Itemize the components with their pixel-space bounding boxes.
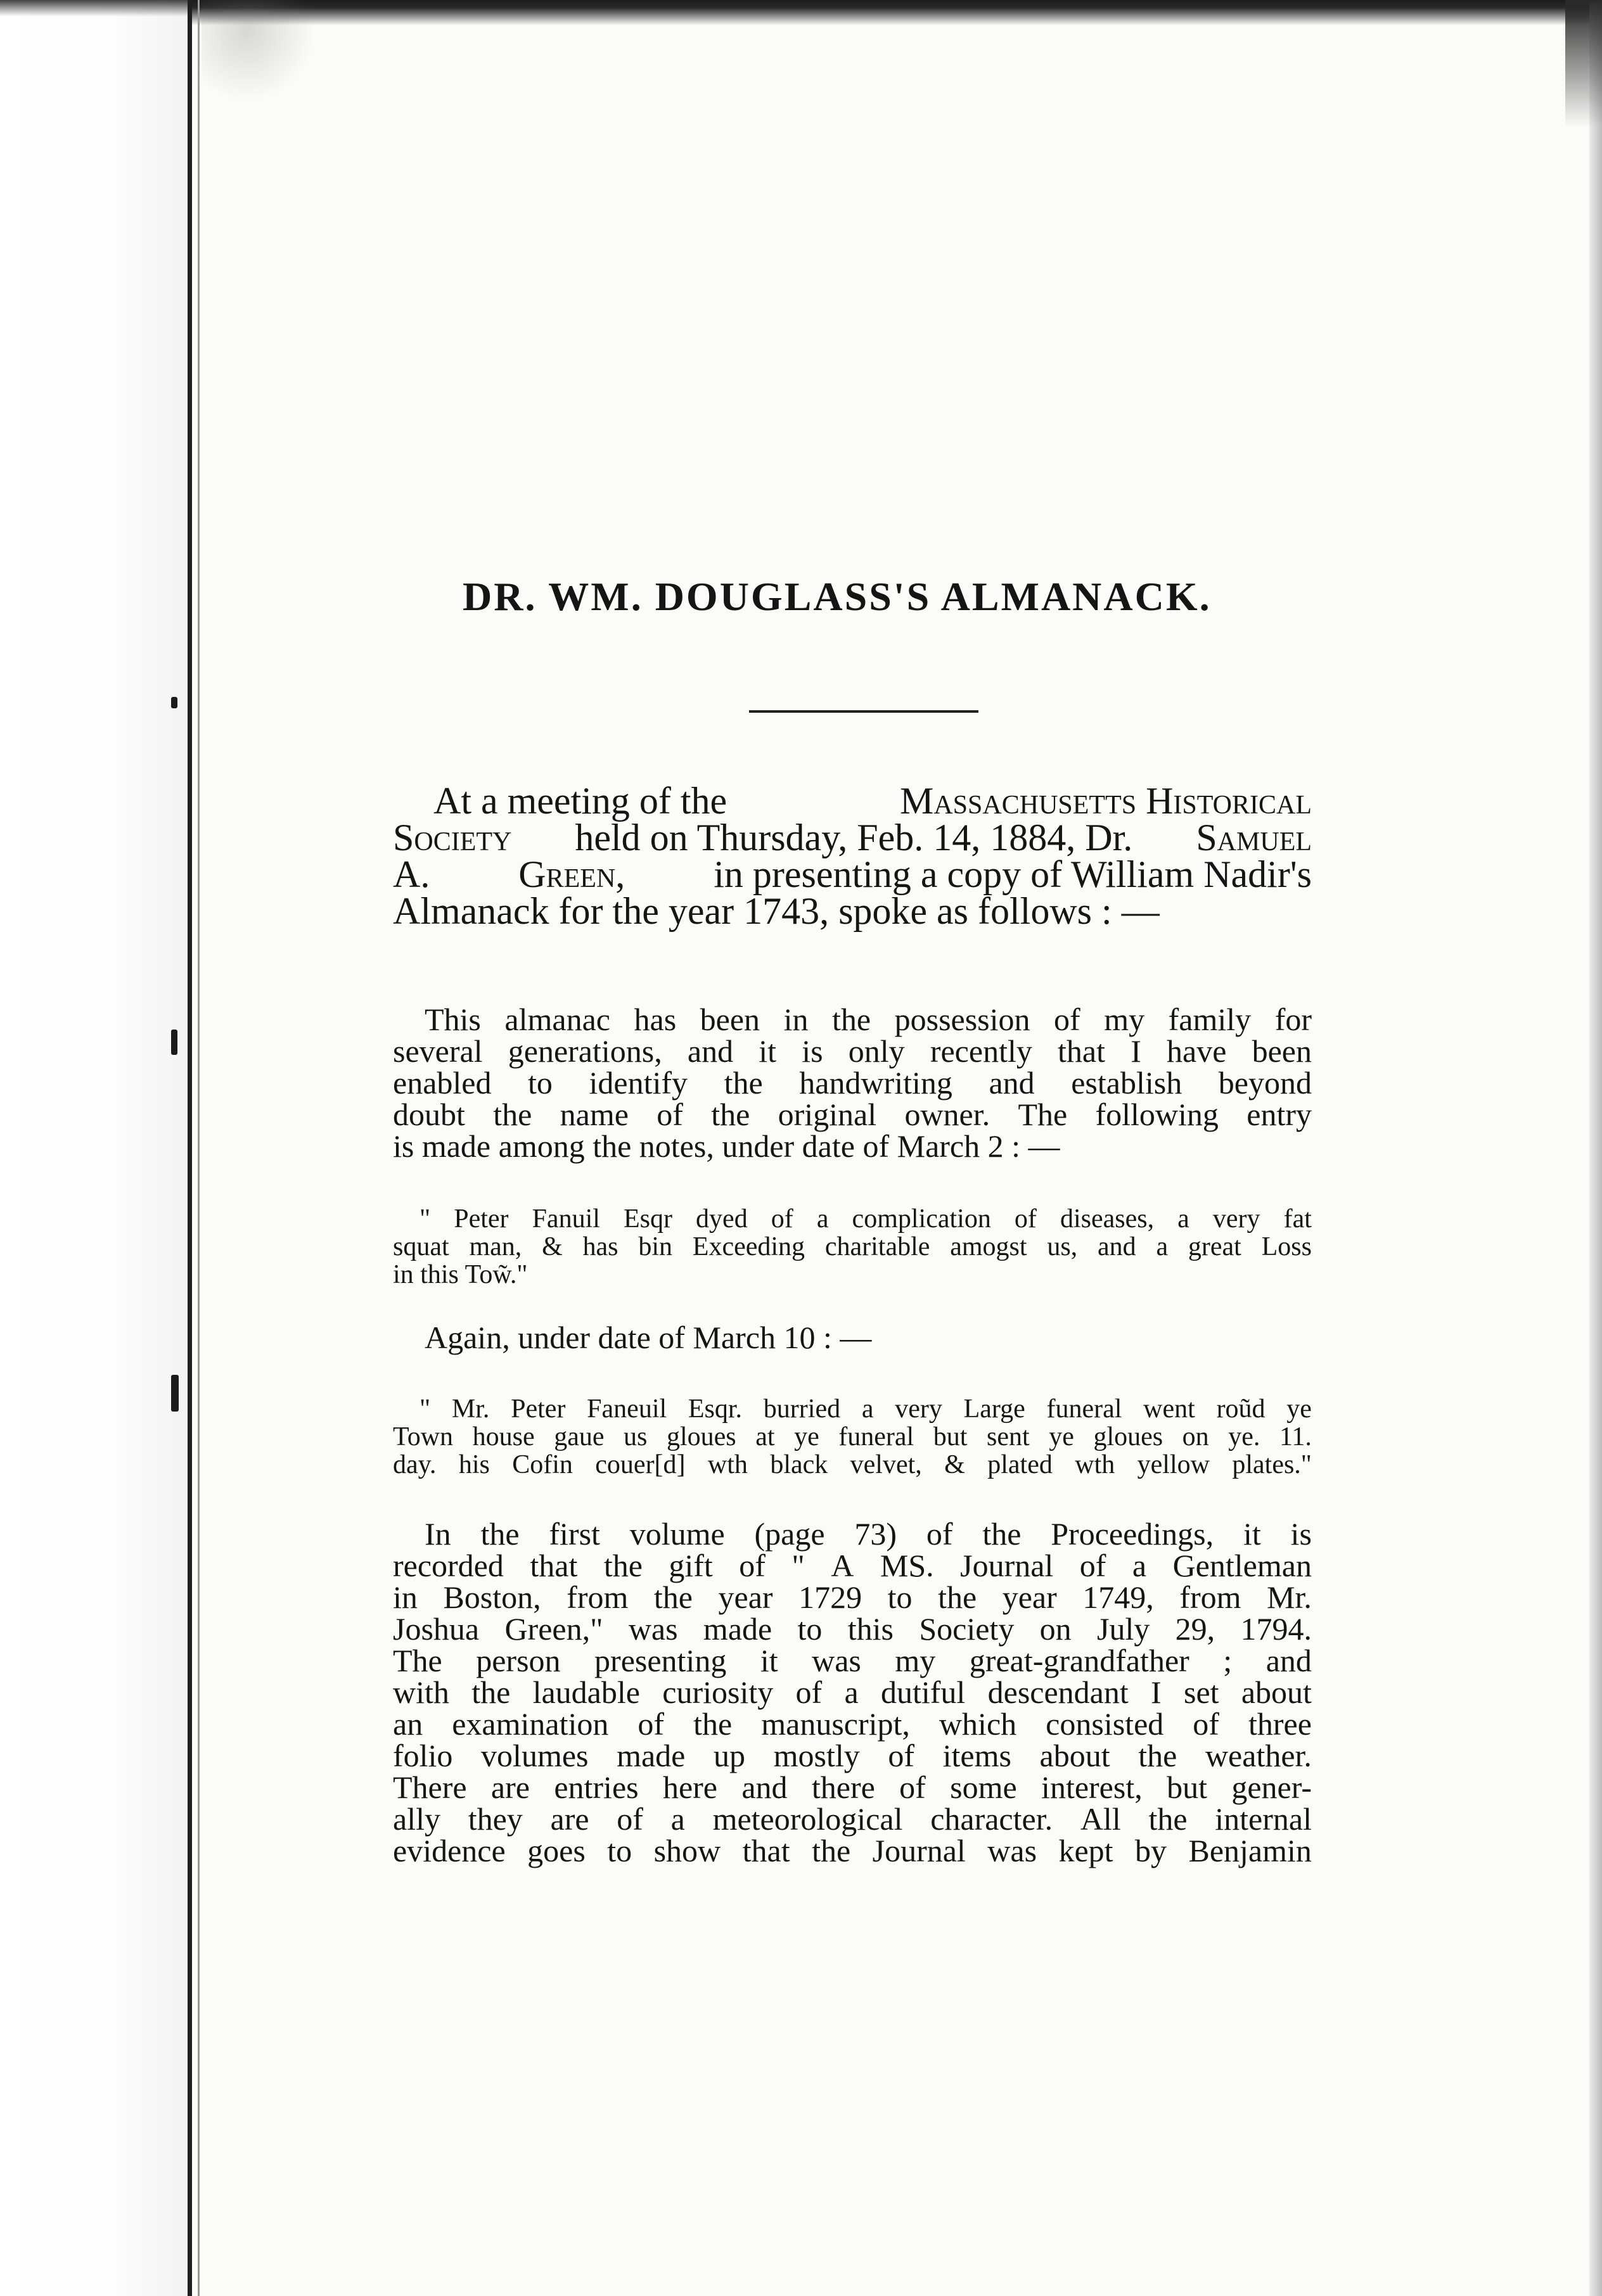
word: family	[1168, 1002, 1252, 1037]
word: The	[393, 1643, 442, 1678]
word: of	[1193, 1706, 1219, 1742]
word: the	[832, 1002, 871, 1037]
text-line	[393, 1451, 1312, 1479]
word: this	[847, 1611, 894, 1647]
word: in	[783, 1002, 809, 1037]
word: first	[549, 1516, 600, 1552]
word: funeral	[1046, 1394, 1122, 1424]
word: several	[393, 1033, 483, 1069]
word: manuscript,	[761, 1706, 910, 1742]
word: here	[662, 1770, 717, 1805]
word: about	[1241, 1674, 1312, 1710]
word: This	[425, 1002, 481, 1037]
word: the	[653, 1579, 693, 1615]
word: doubt	[393, 1097, 465, 1132]
word: charitable	[824, 1232, 930, 1261]
word: us,	[1047, 1232, 1078, 1261]
text-line	[393, 1261, 1312, 1289]
word: presenting	[594, 1643, 727, 1678]
word: of	[771, 1204, 793, 1234]
word: his	[458, 1450, 490, 1479]
text-line	[393, 1130, 1312, 1162]
page-title: DR. WM. DOUGLASS'S ALMANACK.	[463, 574, 1212, 619]
word: set	[1184, 1674, 1219, 1710]
word: about	[1039, 1738, 1110, 1773]
word: to	[528, 1065, 553, 1100]
margin-speck	[171, 697, 177, 708]
word: ye	[1286, 1394, 1312, 1424]
word: volumes	[481, 1738, 589, 1773]
margin-speck	[171, 1375, 179, 1412]
word: which	[939, 1706, 1017, 1742]
word: a	[670, 1801, 685, 1837]
word: it	[759, 1033, 777, 1069]
paragraph-journal	[393, 1518, 1312, 1866]
word: the	[471, 1674, 511, 1710]
word: beyond	[1218, 1065, 1312, 1100]
word: ;	[1223, 1643, 1233, 1678]
text-span: in presenting a copy of William Nadir's	[714, 853, 1312, 895]
word: original	[778, 1097, 877, 1132]
word: Journal	[960, 1548, 1054, 1583]
word: but	[1167, 1770, 1207, 1805]
word: July	[1096, 1611, 1150, 1647]
word: descendant	[987, 1674, 1129, 1710]
word: to	[887, 1579, 913, 1615]
word: person	[476, 1643, 561, 1678]
word: 1729	[798, 1579, 862, 1615]
word: The	[1018, 1097, 1068, 1132]
word: been	[700, 1002, 760, 1037]
text-line	[393, 1035, 1312, 1067]
word: of	[888, 1738, 914, 1773]
word: to	[797, 1611, 823, 1647]
word: and	[1097, 1232, 1136, 1261]
word: Esqr.	[688, 1394, 743, 1424]
word: Gentleman	[1172, 1548, 1312, 1583]
word: Journal	[872, 1833, 966, 1868]
word: amogst	[950, 1232, 1027, 1261]
word: year	[718, 1579, 773, 1615]
word: interest,	[1041, 1770, 1143, 1805]
word: is	[1290, 1516, 1312, 1552]
word: of	[657, 1097, 683, 1132]
society-name: Massachusetts Historical	[900, 780, 1312, 822]
word: only	[848, 1033, 905, 1069]
word: ye.	[1228, 1422, 1260, 1451]
word: on	[1039, 1611, 1072, 1647]
word: mostly	[773, 1738, 860, 1773]
word: a	[1132, 1548, 1147, 1583]
word: some	[950, 1770, 1017, 1805]
word: Exceeding	[692, 1232, 805, 1261]
word: for	[1274, 1002, 1312, 1037]
word: squat	[393, 1232, 449, 1261]
text-line	[393, 1067, 1312, 1099]
word: bin	[638, 1232, 672, 1261]
word: 29,	[1175, 1611, 1215, 1647]
text-line	[393, 819, 1312, 856]
word: of	[1054, 1002, 1080, 1037]
word: laudable	[532, 1674, 640, 1710]
word: it	[1243, 1516, 1261, 1552]
word: is	[802, 1033, 823, 1069]
word: consisted	[1046, 1706, 1164, 1742]
word: Peter	[511, 1394, 566, 1424]
word: In	[425, 1516, 451, 1552]
word: an	[393, 1706, 423, 1742]
text-line	[393, 1708, 1312, 1740]
word: folio	[393, 1738, 453, 1773]
text-span: A.	[393, 853, 430, 895]
word: sent	[987, 1422, 1030, 1451]
word: went	[1143, 1394, 1195, 1424]
word: of	[926, 1516, 953, 1552]
word: examination	[452, 1706, 609, 1742]
word: items	[942, 1738, 1011, 1773]
word: kept	[1058, 1833, 1113, 1868]
word: dutiful	[881, 1674, 966, 1710]
word: dyed	[696, 1204, 748, 1234]
word: Peter	[454, 1204, 509, 1234]
word: establish	[1071, 1065, 1182, 1100]
word: Society	[919, 1611, 1015, 1647]
left-margin-band	[0, 0, 188, 2296]
word: are	[490, 1770, 530, 1805]
quote-march-2	[393, 1205, 1312, 1289]
title-rule	[749, 710, 978, 713]
word: A	[831, 1548, 854, 1583]
scan-top-edge	[190, 0, 1602, 25]
binding-shadow	[202, 0, 316, 101]
word: has	[634, 1002, 677, 1037]
word: up	[713, 1738, 745, 1773]
again-line	[393, 1322, 1312, 1353]
word: Joshua	[393, 1611, 480, 1647]
word: made	[703, 1611, 772, 1647]
word: gener-	[1231, 1770, 1312, 1805]
word: Proceedings,	[1051, 1516, 1214, 1552]
word: recorded	[393, 1548, 504, 1583]
word: possession	[894, 1002, 1030, 1037]
word: that	[742, 1833, 790, 1868]
word: us	[624, 1422, 648, 1451]
text-line	[393, 1740, 1312, 1771]
word: All	[1080, 1801, 1121, 1837]
word: have	[1167, 1033, 1227, 1069]
word: but	[933, 1422, 968, 1451]
text-line	[393, 1676, 1312, 1708]
word: complication	[852, 1204, 991, 1234]
word: man,	[469, 1232, 522, 1261]
word: and	[741, 1770, 788, 1805]
word: my	[895, 1643, 936, 1678]
word: year	[1002, 1579, 1057, 1615]
word: and	[687, 1033, 734, 1069]
word: was	[628, 1611, 678, 1647]
quote-march-10	[393, 1395, 1312, 1479]
word: house	[472, 1422, 535, 1451]
text-line	[393, 1835, 1312, 1866]
text-span: is made among the notes, under date of March 2 : —	[393, 1128, 1060, 1164]
word: recently	[930, 1033, 1032, 1069]
word: I	[1131, 1033, 1141, 1069]
word: ye	[794, 1422, 819, 1451]
word: there	[811, 1770, 875, 1805]
word: 11.	[1279, 1422, 1312, 1451]
word: "	[791, 1548, 805, 1583]
text-line	[393, 1613, 1312, 1645]
word: owner.	[904, 1097, 990, 1132]
word: on	[1182, 1422, 1209, 1451]
text-line	[393, 1395, 1312, 1423]
word: identify	[589, 1065, 688, 1100]
right-page-edge	[1589, 0, 1602, 2296]
word: diseases,	[1060, 1204, 1155, 1234]
word: was	[812, 1643, 861, 1678]
word: day.	[393, 1450, 437, 1479]
text-line	[393, 1803, 1312, 1835]
word: funeral	[838, 1422, 914, 1451]
word: ally	[393, 1801, 440, 1837]
word: couer[d]	[595, 1450, 686, 1479]
word: the	[938, 1579, 977, 1615]
word: entries	[554, 1770, 639, 1805]
text-span: Again, under date of March 10 : —	[425, 1320, 872, 1355]
word: gaue	[554, 1422, 605, 1451]
word: &	[944, 1450, 965, 1479]
word: generations,	[508, 1033, 662, 1069]
word: Faneuil	[587, 1394, 667, 1424]
speaker-first-name: Samuel	[1196, 817, 1312, 858]
word: of	[739, 1548, 766, 1583]
word: great-grandfather	[969, 1643, 1189, 1678]
text-line	[393, 1518, 1312, 1550]
text-line	[393, 1233, 1312, 1261]
word: the	[724, 1065, 763, 1100]
word: of	[638, 1706, 665, 1742]
word: made	[617, 1738, 686, 1773]
text-line	[393, 1550, 1312, 1581]
text-line	[393, 1004, 1312, 1035]
word: gloues	[666, 1422, 736, 1451]
word: the	[1148, 1801, 1188, 1837]
word: plated	[987, 1450, 1053, 1479]
word: evidence	[393, 1833, 506, 1868]
word: Boston,	[443, 1579, 541, 1615]
word: fat	[1283, 1204, 1312, 1234]
scan-top-left-shadow	[0, 0, 190, 16]
word: Town	[393, 1422, 454, 1451]
text-line	[393, 1581, 1312, 1613]
word: was	[987, 1833, 1037, 1868]
word: ye	[1049, 1422, 1074, 1451]
word: "	[420, 1204, 431, 1234]
word: from	[1179, 1579, 1241, 1615]
speaker-last-name: Green,	[518, 853, 625, 895]
text-line	[393, 890, 1312, 932]
word: the	[603, 1548, 643, 1583]
word: it	[760, 1643, 778, 1678]
word: a	[1156, 1232, 1169, 1261]
word: at	[755, 1422, 775, 1451]
word: roũd	[1216, 1394, 1266, 1424]
word: plates."	[1232, 1450, 1312, 1479]
word: of	[795, 1674, 823, 1710]
word: and	[989, 1065, 1035, 1100]
word: Loss	[1261, 1232, 1312, 1261]
text-span: in this Tow̃."	[393, 1260, 528, 1289]
word: gift	[669, 1548, 713, 1583]
word: entry	[1246, 1097, 1312, 1132]
word: Esqr	[623, 1204, 672, 1234]
word: 1794.	[1240, 1611, 1312, 1647]
word: a	[1177, 1204, 1189, 1234]
word: the	[812, 1833, 851, 1868]
word: (page	[754, 1516, 825, 1552]
word: "	[420, 1394, 431, 1424]
word: yellow	[1137, 1450, 1210, 1479]
word: Benjamin	[1188, 1833, 1312, 1868]
word: the	[1138, 1738, 1177, 1773]
word: black	[770, 1450, 828, 1479]
word: Mr.	[451, 1394, 490, 1424]
word: show	[653, 1833, 721, 1868]
word: burried	[763, 1394, 841, 1424]
intro-paragraph	[393, 780, 1312, 932]
word: goes	[527, 1833, 586, 1868]
word: There	[393, 1770, 467, 1805]
word: internal	[1215, 1801, 1312, 1837]
binding-edge-line-secondary	[198, 0, 200, 2296]
word: 1749,	[1082, 1579, 1154, 1615]
word: velvet,	[850, 1450, 922, 1479]
word: a	[816, 1204, 829, 1234]
text-span: Almanack for the year 1743, spoke as follows : —	[393, 890, 1160, 932]
word: curiosity	[662, 1674, 774, 1710]
right-page-edge-shadow	[1565, 0, 1602, 127]
text-line	[393, 1771, 1312, 1803]
text-span: held on Thursday, Feb. 14, 1884, Dr.	[575, 817, 1133, 858]
word: &	[542, 1232, 563, 1261]
society-name-continued: Society	[393, 817, 512, 858]
word: almanac	[504, 1002, 610, 1037]
word: that	[530, 1548, 578, 1583]
word: from	[567, 1579, 629, 1615]
word: name	[560, 1097, 629, 1132]
word: and	[1266, 1643, 1312, 1678]
margin-speck	[171, 1030, 177, 1055]
word: very	[895, 1394, 942, 1424]
text-line	[393, 853, 1312, 895]
word: a	[844, 1674, 859, 1710]
word: with	[393, 1674, 449, 1710]
word: enabled	[393, 1065, 492, 1100]
word: Fanuil	[532, 1204, 600, 1234]
word: weather.	[1205, 1738, 1312, 1773]
word: great	[1188, 1232, 1241, 1261]
word: of	[1014, 1204, 1037, 1234]
text-line	[393, 1645, 1312, 1676]
text-line	[393, 1322, 1312, 1353]
text-line	[393, 1205, 1312, 1233]
word: that	[1058, 1033, 1106, 1069]
word: following	[1095, 1097, 1219, 1132]
word: volume	[629, 1516, 725, 1552]
text-line	[393, 780, 1312, 822]
word: the	[982, 1516, 1022, 1552]
word: of	[617, 1801, 643, 1837]
word: meteorological	[712, 1801, 903, 1837]
word: handwriting	[799, 1065, 952, 1100]
word: a	[861, 1394, 874, 1424]
word: to	[607, 1833, 632, 1868]
word: the	[693, 1706, 733, 1742]
word: character.	[930, 1801, 1053, 1837]
word: Mr.	[1267, 1579, 1312, 1615]
word: has	[582, 1232, 618, 1261]
word: are	[550, 1801, 589, 1837]
word: Cofin	[512, 1450, 573, 1479]
word: wth	[707, 1450, 748, 1479]
word: very	[1212, 1204, 1260, 1234]
word: Large	[963, 1394, 1025, 1424]
word: my	[1104, 1002, 1145, 1037]
word: by	[1135, 1833, 1167, 1868]
word: been	[1252, 1033, 1312, 1069]
word: of	[899, 1770, 926, 1805]
binding-edge-line	[188, 0, 192, 2296]
word: the	[711, 1097, 750, 1132]
paragraph-almanac-history	[393, 1004, 1312, 1162]
word: the	[480, 1516, 520, 1552]
word: the	[493, 1097, 532, 1132]
word: gloues	[1093, 1422, 1163, 1451]
word: 73)	[854, 1516, 897, 1552]
word: they	[468, 1801, 523, 1837]
text-span: At a meeting of the	[433, 780, 727, 822]
word: Green,"	[504, 1611, 603, 1647]
word: three	[1248, 1706, 1312, 1742]
word: I	[1151, 1674, 1162, 1710]
text-line	[393, 1423, 1312, 1451]
word: MS.	[880, 1548, 934, 1583]
text-line	[393, 1099, 1312, 1130]
word: wth	[1075, 1450, 1115, 1479]
word: of	[1079, 1548, 1106, 1583]
word: in	[393, 1579, 418, 1615]
